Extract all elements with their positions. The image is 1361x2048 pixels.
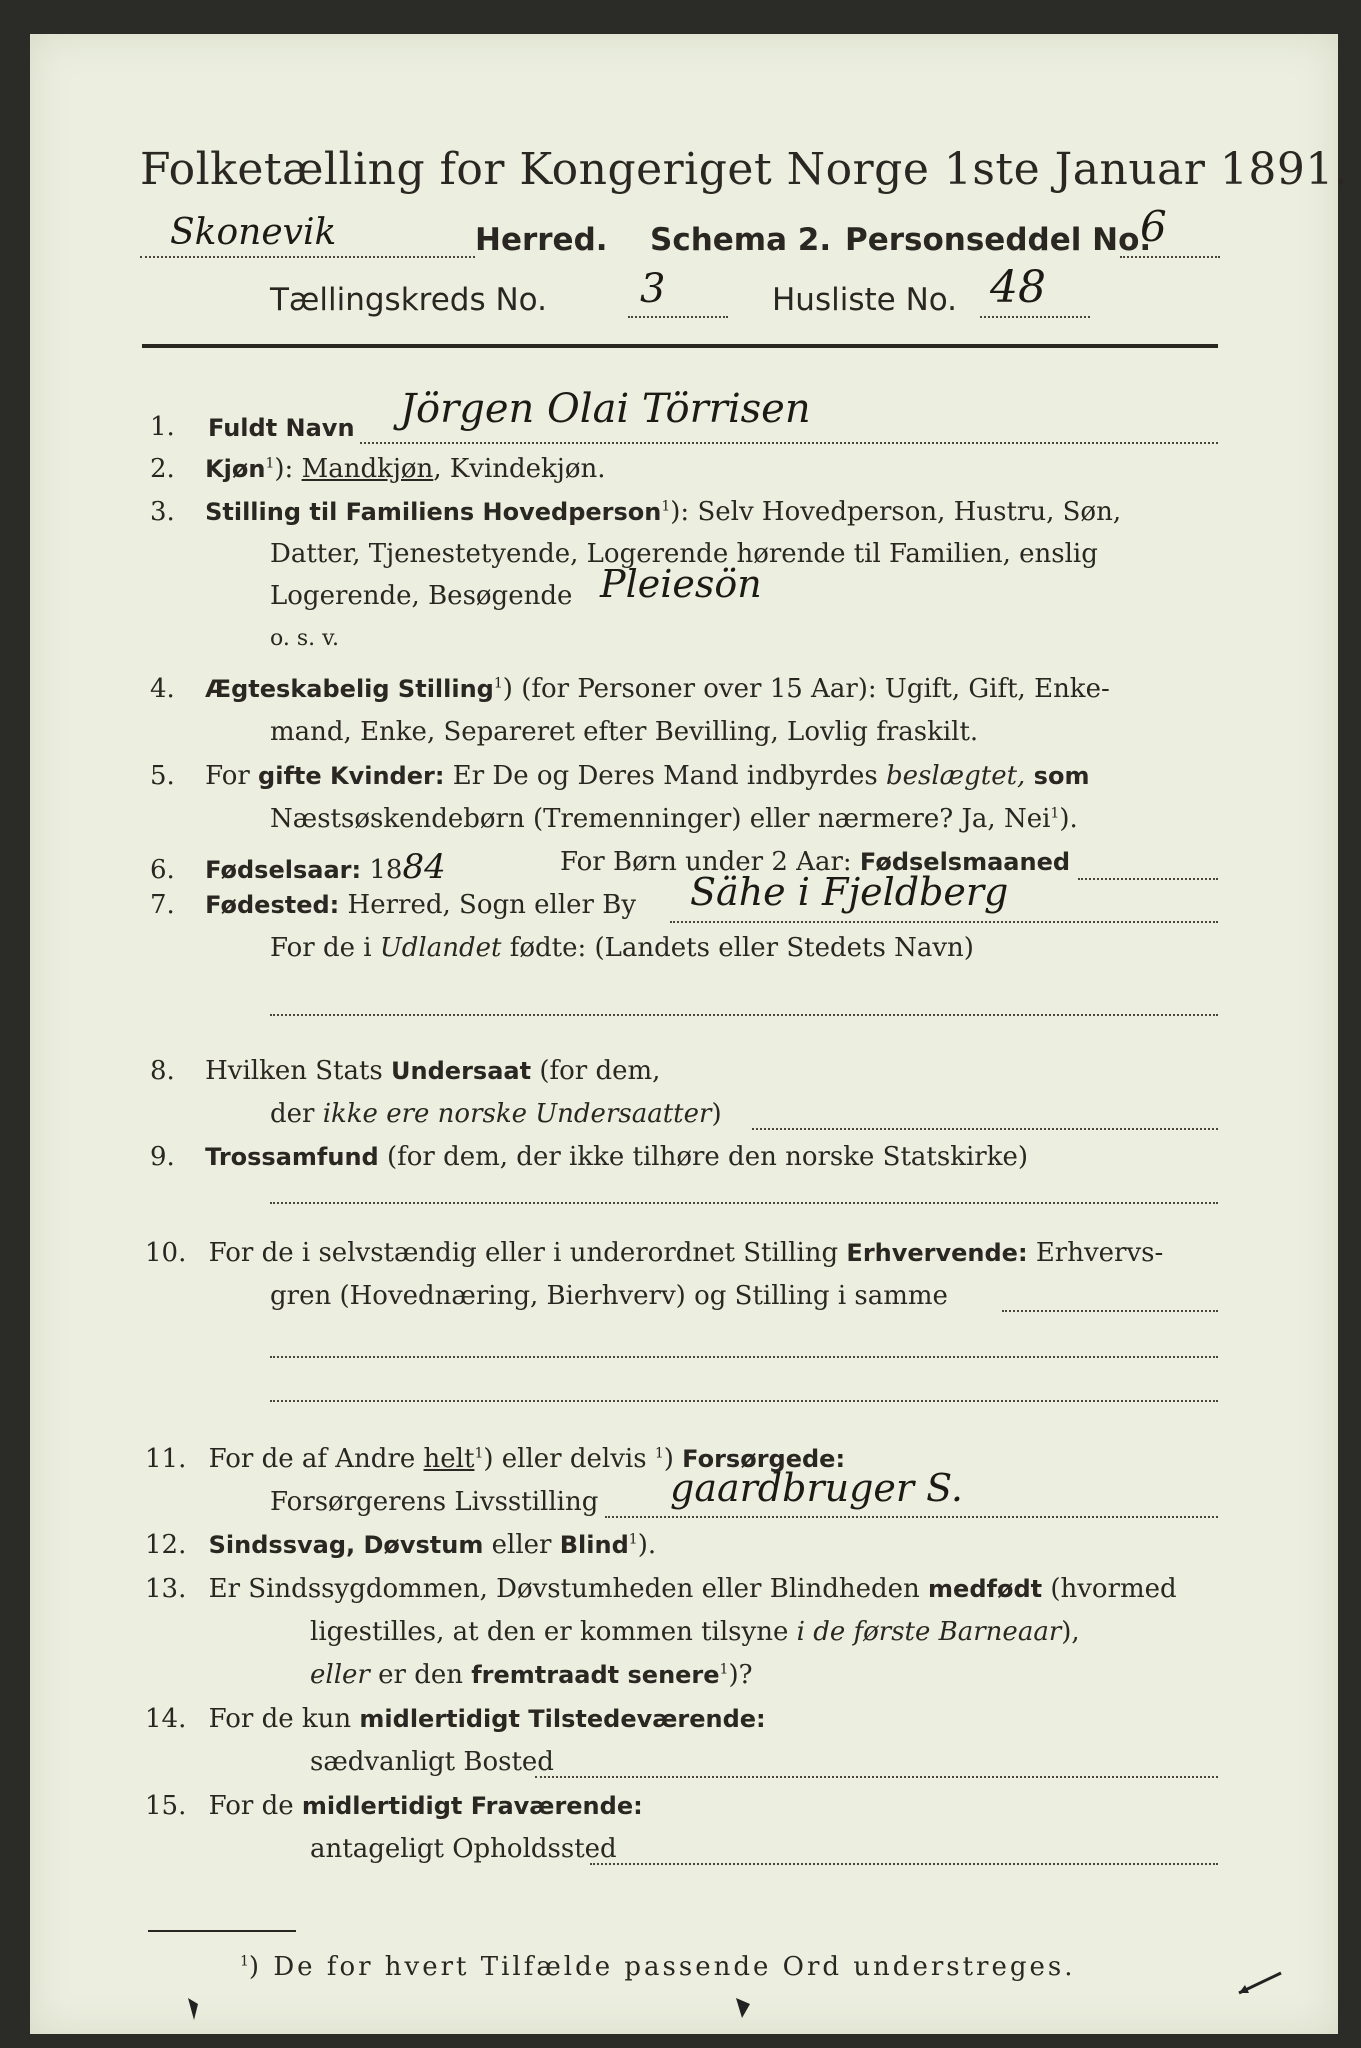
q8-row: 8. Hvilken Stats Undersaat (for dem, — [150, 1056, 661, 1086]
q13-label-c: fremtraadt senere — [471, 1661, 720, 1689]
q4-text-a: ) (for Personer over 15 Aar): Ugift, Gift, Enke- — [502, 674, 1110, 704]
q1-dotted-line — [360, 442, 1218, 444]
q11-number: 11. — [145, 1444, 187, 1474]
q5-text-italic: beslægtet, — [885, 761, 1026, 791]
q6-label: Fødselsaar: — [205, 856, 362, 884]
herred-dotted-line — [140, 256, 475, 258]
q3-number: 3. — [150, 497, 175, 527]
q7-number: 7. — [150, 890, 175, 920]
header-rule — [142, 344, 1218, 348]
q4-number: 4. — [150, 674, 175, 704]
q4-label: Ægteskabelig Stilling — [205, 675, 494, 703]
q4-text-b: mand, Enke, Separeret efter Bevilling, Lovlig fraskilt. — [270, 717, 979, 747]
q2-sup: 1 — [265, 455, 275, 472]
q14-text-b: sædvanligt Bosted — [310, 1747, 554, 1777]
pin-mark-right — [1235, 1969, 1285, 1999]
pin-mark-center — [730, 1992, 756, 2022]
q13-row-c: eller er den fremtraadt senere$^1$)? — [310, 1660, 753, 1690]
q2-text: ): — [274, 454, 302, 484]
q3-text-b: Datter, Tjenestetyende, Logerende hørende til Familien, enslig — [270, 539, 1098, 569]
q11-row: 11. For de af Andre helt$^1$) eller delvis $^1$) Forsørgede: — [145, 1444, 846, 1474]
q2-option-kvinde: , Kvindekjøn. — [433, 454, 606, 484]
q3-text-d: o. s. v. — [270, 626, 339, 651]
q9-dotted-line — [270, 1202, 1218, 1204]
q2-label: Kjøn — [205, 455, 266, 483]
q6-value: 84 — [402, 847, 446, 887]
q5-label-a: For — [205, 761, 259, 791]
husliste-dotted-line — [980, 316, 1090, 318]
q2-row — [150, 454, 606, 484]
q10-dotted-line-c — [270, 1400, 1218, 1402]
q15-number: 15. — [145, 1791, 187, 1821]
q15-text-b: antageligt Opholdssted — [310, 1834, 617, 1864]
q14-row: 14. For de kun midlertidigt Tilstedeværende: — [145, 1704, 766, 1734]
personseddel-dotted-line — [1120, 256, 1220, 258]
q10-number: 10. — [145, 1238, 187, 1268]
q11-label: Forsørgede: — [682, 1445, 846, 1473]
q7-row — [150, 890, 636, 920]
q13-label: medfødt — [928, 1575, 1043, 1603]
q14-dotted-line — [535, 1776, 1218, 1778]
q11-value: gaardbruger S. — [670, 1466, 963, 1510]
q3-value: Pleiesön — [600, 562, 762, 606]
personseddel-label: Personseddel No. — [845, 222, 1152, 258]
herred-label: Herred. — [475, 222, 608, 258]
q5-number: 5. — [150, 761, 175, 791]
q15-row: 15. For de midlertidigt Fraværende: — [145, 1791, 643, 1821]
q1-label: Fuldt Navn — [208, 414, 355, 442]
q7-row-b: For de i Udlandet fødte: (Landets eller Stedets Navn) — [270, 933, 974, 963]
q15-dotted-line — [590, 1863, 1218, 1865]
form-title: Folketælling for Kongeriget Norge 1ste Januar 1891. — [140, 144, 1349, 195]
personseddel-value: 6 — [1140, 202, 1167, 251]
q9-row — [150, 1142, 1028, 1172]
kreds-dotted-line — [628, 316, 728, 318]
q7-value: Sähe i Fjeldberg — [690, 870, 1009, 914]
q5-row-b: Næstsøskendebørn (Tremenninger) eller nærmere? Ja, Nei$^1$). — [270, 804, 1078, 834]
schema-label: Schema 2. — [650, 222, 832, 258]
q6-prefix: 18 — [361, 855, 403, 885]
q12-row: 12. Sindssvag, Døvstum eller Blind$^1$). — [145, 1530, 657, 1560]
q3-label: Stilling til Familiens Hovedperson — [205, 498, 662, 526]
q5-row — [150, 761, 1089, 791]
kreds-value: 3 — [640, 266, 666, 312]
kreds-label: Tællingskreds No. — [270, 282, 547, 318]
q10-dotted-line-b — [270, 1356, 1218, 1358]
husliste-label: Husliste No. — [772, 282, 958, 318]
q9-number: 9. — [150, 1142, 175, 1172]
herred-value: Skonevik — [170, 212, 337, 253]
footnote-sup: 1 — [240, 1953, 249, 1970]
q8-number: 8. — [150, 1056, 175, 1086]
q6-text-a: For Børn under 2 Aar: — [560, 847, 860, 877]
q13-number: 13. — [145, 1574, 187, 1604]
q13-row-b: ligestilles, at den er kommen tilsyne i de første Barneaar), — [310, 1617, 1080, 1647]
pin-mark-left — [180, 1994, 210, 2024]
q6-number: 6. — [150, 855, 175, 885]
census-form-page — [30, 34, 1349, 2034]
footnote — [240, 1952, 1076, 1982]
q3-text-a: ): Selv Hovedperson, Hustru, Søn, — [670, 497, 1122, 527]
q7-text-a: Herred, Sogn eller By — [339, 890, 637, 920]
q10-dotted-line — [1002, 1310, 1218, 1312]
q15-label: midlertidigt Fraværende: — [301, 1792, 643, 1820]
q11-dotted-line — [605, 1516, 1218, 1518]
q5-text-som: som — [1025, 762, 1090, 790]
q8-dotted-line — [752, 1128, 1218, 1130]
footnote-text: ) De for hvert Tilfælde passende Ord understreges. — [248, 1952, 1076, 1982]
q12-label-blind: Blind — [559, 1531, 629, 1559]
q10-label: Erhvervende: — [846, 1239, 1028, 1267]
q7-dotted-line — [670, 921, 1218, 923]
husliste-value: 48 — [990, 262, 1046, 313]
q1-number: 1. — [150, 412, 175, 442]
q4-row: 4. Ægteskabelig Stilling$^1$) (for Personer over 15 Aar): Ugift, Gift, Enke- — [150, 674, 1110, 704]
q13-row: 13. Er Sindssygdommen, Døvstumheden eller Blindheden medfødt (hvormed — [145, 1574, 1177, 1604]
q14-number: 14. — [145, 1704, 187, 1734]
q6-label-b: Fødselsmaaned — [859, 848, 1071, 876]
q6-dotted-line — [1078, 878, 1218, 880]
q7-dotted-line-b — [270, 1014, 1218, 1016]
q9-text: (for dem, der ikke tilhøre den norske Statskirke) — [378, 1142, 1029, 1172]
q1-value: Jörgen Olai Törrisen — [400, 386, 811, 432]
q9-label: Trossamfund — [205, 1143, 379, 1171]
q2-option-mand: Mandkjøn — [301, 454, 434, 484]
q12-number: 12. — [145, 1530, 187, 1560]
q5-label: gifte Kvinder: — [258, 762, 445, 790]
q10-text-b: gren (Hovednæring, Bierhverv) og Stilling i samme — [270, 1281, 948, 1311]
footnote-rule — [148, 1930, 296, 1932]
q3-text-c: Logerende, Besøgende — [270, 581, 573, 611]
q8-label: Undersaat — [391, 1057, 532, 1085]
q11-option-helt: helt — [423, 1444, 475, 1474]
q7-label: Fødested: — [205, 891, 340, 919]
q3-row: 3. Stilling til Familiens Hovedperson$^1$): Selv Hovedperson, Hustru, Søn, — [150, 497, 1122, 527]
q5-text-a: Er De og Deres Mand indbyrdes — [444, 761, 886, 791]
q8-row-b: der ikke ere norske Undersaatter) — [270, 1099, 722, 1129]
q10-row: 10. For de i selvstændig eller i underordnet Stilling Erhvervende: Erhvervs- — [145, 1238, 1164, 1268]
q14-label: midlertidigt Tilstedeværende: — [359, 1705, 766, 1733]
q12-label: Sindssvag, Døvstum — [208, 1531, 484, 1559]
q6-row — [150, 847, 446, 887]
q2-number: 2. — [150, 454, 175, 484]
q11-text-b: Forsørgerens Livsstilling — [270, 1487, 599, 1517]
q5-text-b: Næstsøskendebørn (Tremenninger) eller nærmere? Ja, Nei — [270, 804, 1051, 834]
